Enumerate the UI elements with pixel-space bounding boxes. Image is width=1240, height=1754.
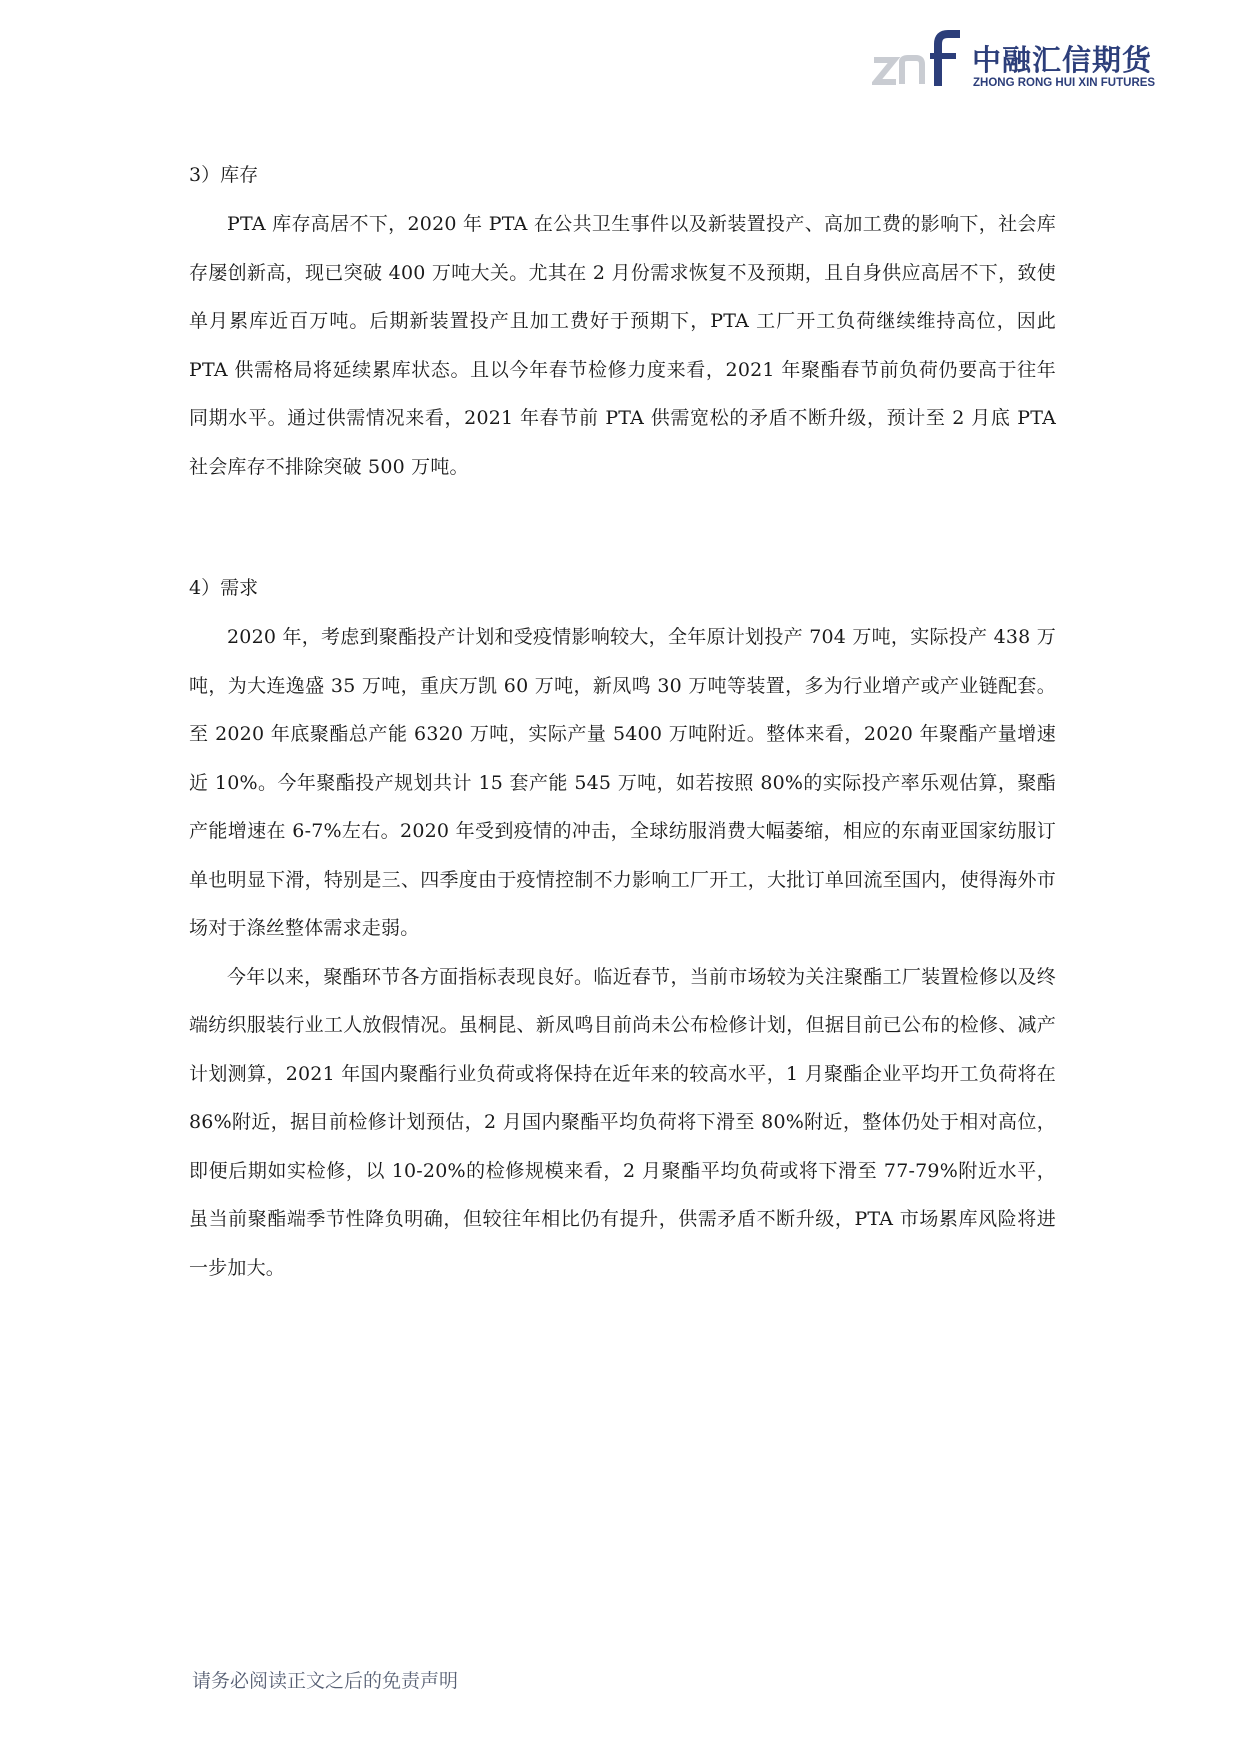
section-title-demand: 4）需求 <box>189 577 259 599</box>
company-logo <box>872 30 1172 94</box>
section-inventory <box>189 158 1056 491</box>
paragraph: PTA 库存高居不下，2020 年 PTA 在公共卫生事件以及新装置投产、高加工费的影响下，社会库存屡创新高，现已突破 400 万吨大关。尤其在 2 月份需求恢复不及预期，且自身供应高居不下，致使单月累库近百万吨。后期新装置投产且加工费好于预期下，PTA 工厂开工负荷继续维持高位，因此 PTA 供需格局将延续累库状态。且以今年春节检修力度来看，2021 年聚酯春节前负荷仍要高于往年同期水平。通过供需情况来看，2021 年春节前 PTA 供需宽松的矛盾不断升级，预计至 2 月底 PTA 社会库存不排除突破 500 万吨。 <box>189 213 1056 478</box>
paragraph: 今年以来，聚酯环节各方面指标表现良好。临近春节，当前市场较为关注聚酯工厂装置检修以及终端纺织服装行业工人放假情况。虽桐昆、新凤鸣目前尚未公布检修计划，但据目前已公布的检修、减产计划测算，2021 年国内聚酯行业负荷或将保持在近年来的较高水平，1 月聚酯企业平均开工负荷将在 86%附近，据目前检修计划预估，2 月国内聚酯平均负荷将下滑至 80%附近，整体仍处于相对高位，即便后期如实检修，以 10-20%的检修规模来看，2 月聚酯平均负荷或将下滑至 77-79%附近水平，虽当前聚酯端季节性降负明确，但较往年相比仍有提升，供需矛盾不断升级，PTA 市场累库风险将进一步加大。 <box>189 965 1056 1279</box>
company-name: 中融汇信期货 <box>972 43 1153 77</box>
section-title-inventory: 3）库存 <box>189 164 259 186</box>
paragraph: 2020 年，考虑到聚酯投产计划和受疫情影响较大，全年原计划投产 704 万吨，实际投产 438 万吨，为大连逸盛 35 万吨，重庆万凯 60 万吨，新凤鸣 30 万吨等装置，多为行业增产或产业链配套。至 2020 年底聚酯总产能 6320 万吨，实际产量 5400 万吨附近。整体来看，2020 年聚酯产量增速近 10%。今年聚酯投产规划共计 15 套产能 545 万吨，如若按照 80%的实际投产率乐观估算，聚酯产能增速在 6-7%左右。2020 年受到疫情的冲击，全球纺服消费大幅萎缩，相应的东南亚国家纺服订单也明显下滑，特别是三、四季度由于疫情控制不力影响工厂开工，大批订单回流至国内，使得海外市场对于涤丝整体需求走弱。 <box>189 626 1056 939</box>
company-name-english: ZHONG RONG HUI XIN FUTURES <box>973 77 1156 89</box>
footer-disclaimer: 请务必阅读正文之后的免责声明 <box>192 1670 459 1692</box>
report-body <box>189 158 1056 1292</box>
section-demand <box>189 571 1056 1292</box>
znf-logo-mark <box>872 30 964 94</box>
